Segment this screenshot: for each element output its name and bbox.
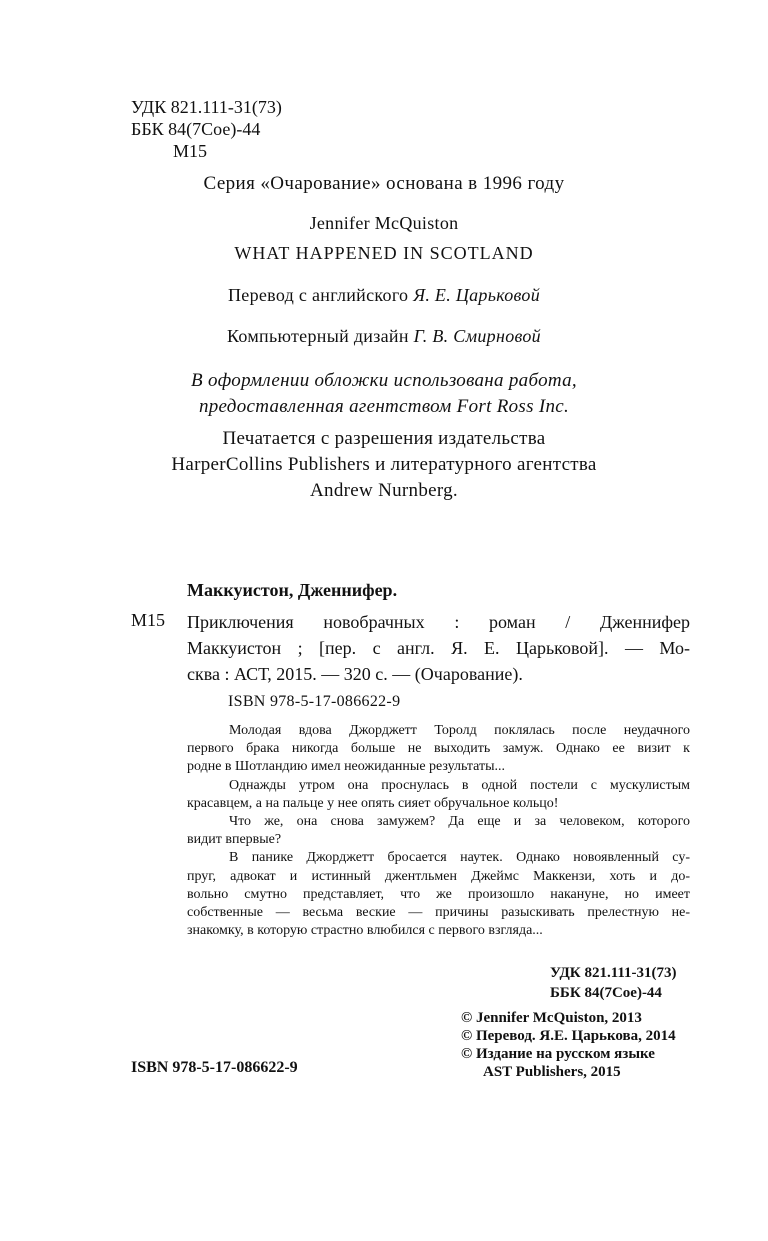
catalog-description [187, 609, 690, 687]
catalog-author-heading: Маккуистон, Дженнифер. [187, 580, 398, 600]
copyright-line: © Перевод. Я.Е. Царькова, 2014 [461, 1028, 676, 1044]
translation-credit [0, 285, 768, 306]
original-title: WHAT HAPPENED IN SCOTLAND [234, 243, 534, 263]
permission-line: Печатается с разрешения издательства [222, 428, 546, 449]
annotation-paragraph [187, 722, 690, 777]
catalog-isbn: ISBN 978-5-17-086622-9 [228, 693, 401, 710]
annotation-paragraph [187, 777, 690, 813]
design-label: Компьютерный дизайн [227, 326, 409, 346]
annotation-paragraph [187, 849, 690, 940]
annotation-paragraph [187, 813, 690, 849]
copyright-line: AST Publishers, 2015 [483, 1064, 621, 1080]
bbk-code: ББК 84(7Сое)-44 [131, 119, 261, 139]
annotation-line: видит впервые? [187, 832, 282, 848]
annotation-line: Что же, она снова замужем? Да еще и за человеком, которого [229, 814, 690, 830]
udk-code: УДК 821.111-31(73) [131, 97, 282, 117]
translation-label: Перевод с английского [227, 285, 409, 305]
footer-udk: УДК 821.111-31(73) [550, 965, 677, 981]
annotation-line: Молодая вдова Джорджетт Торолд поклялась после неудачного [229, 723, 690, 738]
permission-note [0, 426, 768, 504]
annotation-line: собственные — весьма веские — причины разыскивать прелестную не- [187, 905, 690, 921]
annotation-line: знакомку, в которую страстно влюбился с первого взгляда... [187, 923, 543, 939]
copyright-line: © Издание на русском языке [461, 1046, 655, 1062]
annotation [187, 722, 690, 940]
permission-line: HarperCollins Publishers и литературного агентства [171, 454, 597, 475]
footer-bbk: ББК 84(7Сое)-44 [550, 985, 662, 1001]
annotation-line: Однажды утром она проснулась в одной постели с мускулистым [229, 777, 690, 793]
annotation-line: первого брака никогда больше не выходить замуж. Однако ее визит к [187, 741, 690, 757]
annotation-line: пруг, адвокат и истинный джентльмен Джеймс Маккензи, хоть и до- [187, 868, 690, 884]
annotation-line: В панике Джорджетт бросается наутек. Однако новоявленный су- [229, 850, 690, 866]
annotation-line: красавцем, а на пальце у нее опять сияет обручальное кольцо! [187, 795, 559, 811]
copyright-block [461, 1009, 676, 1081]
footer-codes [550, 963, 677, 1003]
translator-name: Я. Е. Царьковой [413, 285, 541, 305]
cover-note-line: предоставленная агентством Fort Ross Inc. [198, 396, 570, 417]
copyright-line: © Jennifer McQuiston, 2013 [461, 1010, 642, 1026]
cover-note [0, 368, 768, 420]
catalog-line: Приключения новобрачных : роман / Дженнифер [187, 612, 690, 632]
author-mark: М15 [173, 141, 208, 161]
library-codes [131, 96, 282, 162]
bottom-isbn: ISBN 978-5-17-086622-9 [131, 1059, 298, 1076]
annotation-line: вольно смутно представляет, что же произошло накануне, но имеет [187, 886, 690, 902]
catalog-line: Маккуистон ; [пер. с англ. Я. Е. Царьковой]. — Мо- [187, 638, 690, 658]
design-credit [0, 326, 768, 347]
series-line: Серия «Очарование» основана в 1996 году [203, 173, 565, 194]
original-author: Jennifer McQuiston [309, 213, 459, 233]
permission-line: Andrew Nurnberg. [310, 480, 458, 501]
catalog-line: сква : АСТ, 2015. — 320 с. — (Очарование). [187, 664, 523, 684]
annotation-line: родне в Шотландию имел неожиданные результаты... [187, 759, 506, 775]
designer-name: Г. В. Смирновой [413, 326, 541, 346]
cover-note-line: В оформлении обложки использована работа, [191, 370, 577, 391]
catalog-mark: М15 [131, 610, 166, 630]
